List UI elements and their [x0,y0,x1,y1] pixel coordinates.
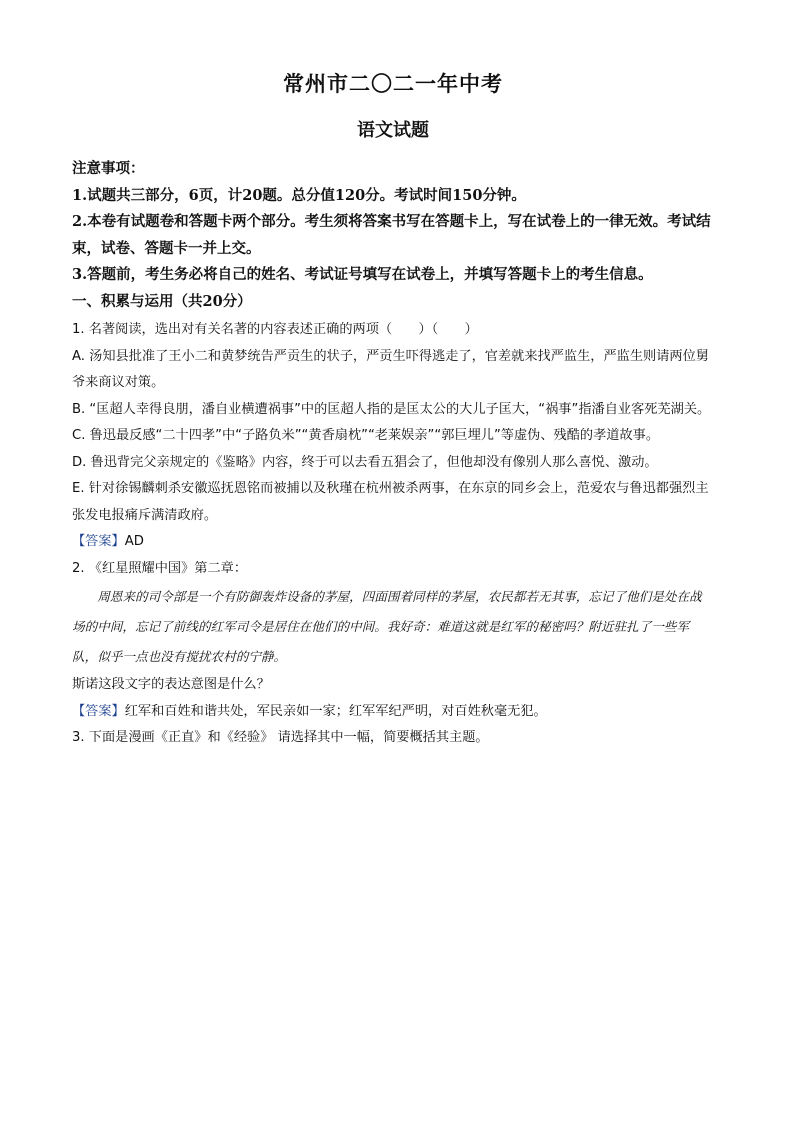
question-1-option-c: C. 鲁迅最反感“二十四孝”中“子路负米”“黄香扇枕”“老莱娱亲”“郭巨埋儿”等虚伪、残酷的孝道故事。 [72,428,660,443]
answer-value: AD [124,534,144,549]
question-1-stem: 1. 名著阅读，选出对有关名著的内容表述正确的两项（ ）（ ） [72,322,478,337]
notice-item-2: 2.本卷有试题卷和答题卡两个部分。考生须将答案书写在答题卡上，写在试卷上的一律无效。考试结束，试卷、答题卡一并上交。 [72,213,711,257]
notice-item-3: 3.答题前，考生务必将自己的姓名、考试证号填写在试卷上，并填写答题卡上的考生信息。 [72,266,653,283]
question-2-stem: 2. 《红星照耀中国》第二章： [72,560,248,576]
question-1-option-e: E. 针对徐锡麟刺杀安徽巡抚恩铭而被捕以及秋瑾在杭州被杀两事，在东京的同乡会上，范爱农与鲁迅都强烈主张发电报痛斥满清政府。 [72,481,709,523]
question-2-answer [72,699,714,726]
question-1-option-a: A. 汤知县批准了王小二和黄梦统告严贡生的状子，严贡生吓得逃走了，官差就来找严监生，严监生则请两位舅爷来商议对策。 [72,348,709,390]
answer-tag: 【答案】 [72,703,125,719]
section-heading: 一、积累与运用（共20分） [72,292,252,310]
answer-value: 红军和百姓和谐共处，军民亲如一家；红军军纪严明，对百姓秋毫无犯。 [124,703,547,719]
page-title: 常州市二〇二一年中考 [283,71,503,96]
notice-item-1: 1.试题共三部分，6页，计20题。总分值120分。考试时间150分钟。 [72,186,526,204]
answer-tag: 【答案】 [72,534,125,549]
question-1-option-b: B. “匡超人幸得良朋，潘自业横遭祸事”中的匡超人指的是匡太公的大儿子匡大，“祸事”指潘自业客死芜湖关。 [72,401,711,417]
notice-heading: 注意事项： [72,160,145,177]
question-1-option-d: D. 鲁迅背完父亲规定的《鉴略》内容，终于可以去看五猖会了，但他却没有像别人那么喜悦、激动。 [72,454,658,470]
question-2-question: 斯诺这段文字的表达意图是什么？ [72,677,270,692]
question-1-answer [72,529,714,556]
question-3-stem: 3. 下面是漫画《正直》和《经验》 请选择其中一幅，简要概括其主题。 [72,730,489,745]
page-subtitle: 语文试题 [357,120,429,141]
question-2-passage: 周恩来的司令部是一个有防御轰炸设备的茅屋，四面围着同样的茅屋，农民都若无其事，忘记了他们是处在战场的中间，忘记了前线的红军司令是居住在他们的中间。我好奇：难道这就是红军的秘密吗？附近驻扎了一些军队，似乎一点也没有搅扰农村的宁静。 [72,589,702,664]
